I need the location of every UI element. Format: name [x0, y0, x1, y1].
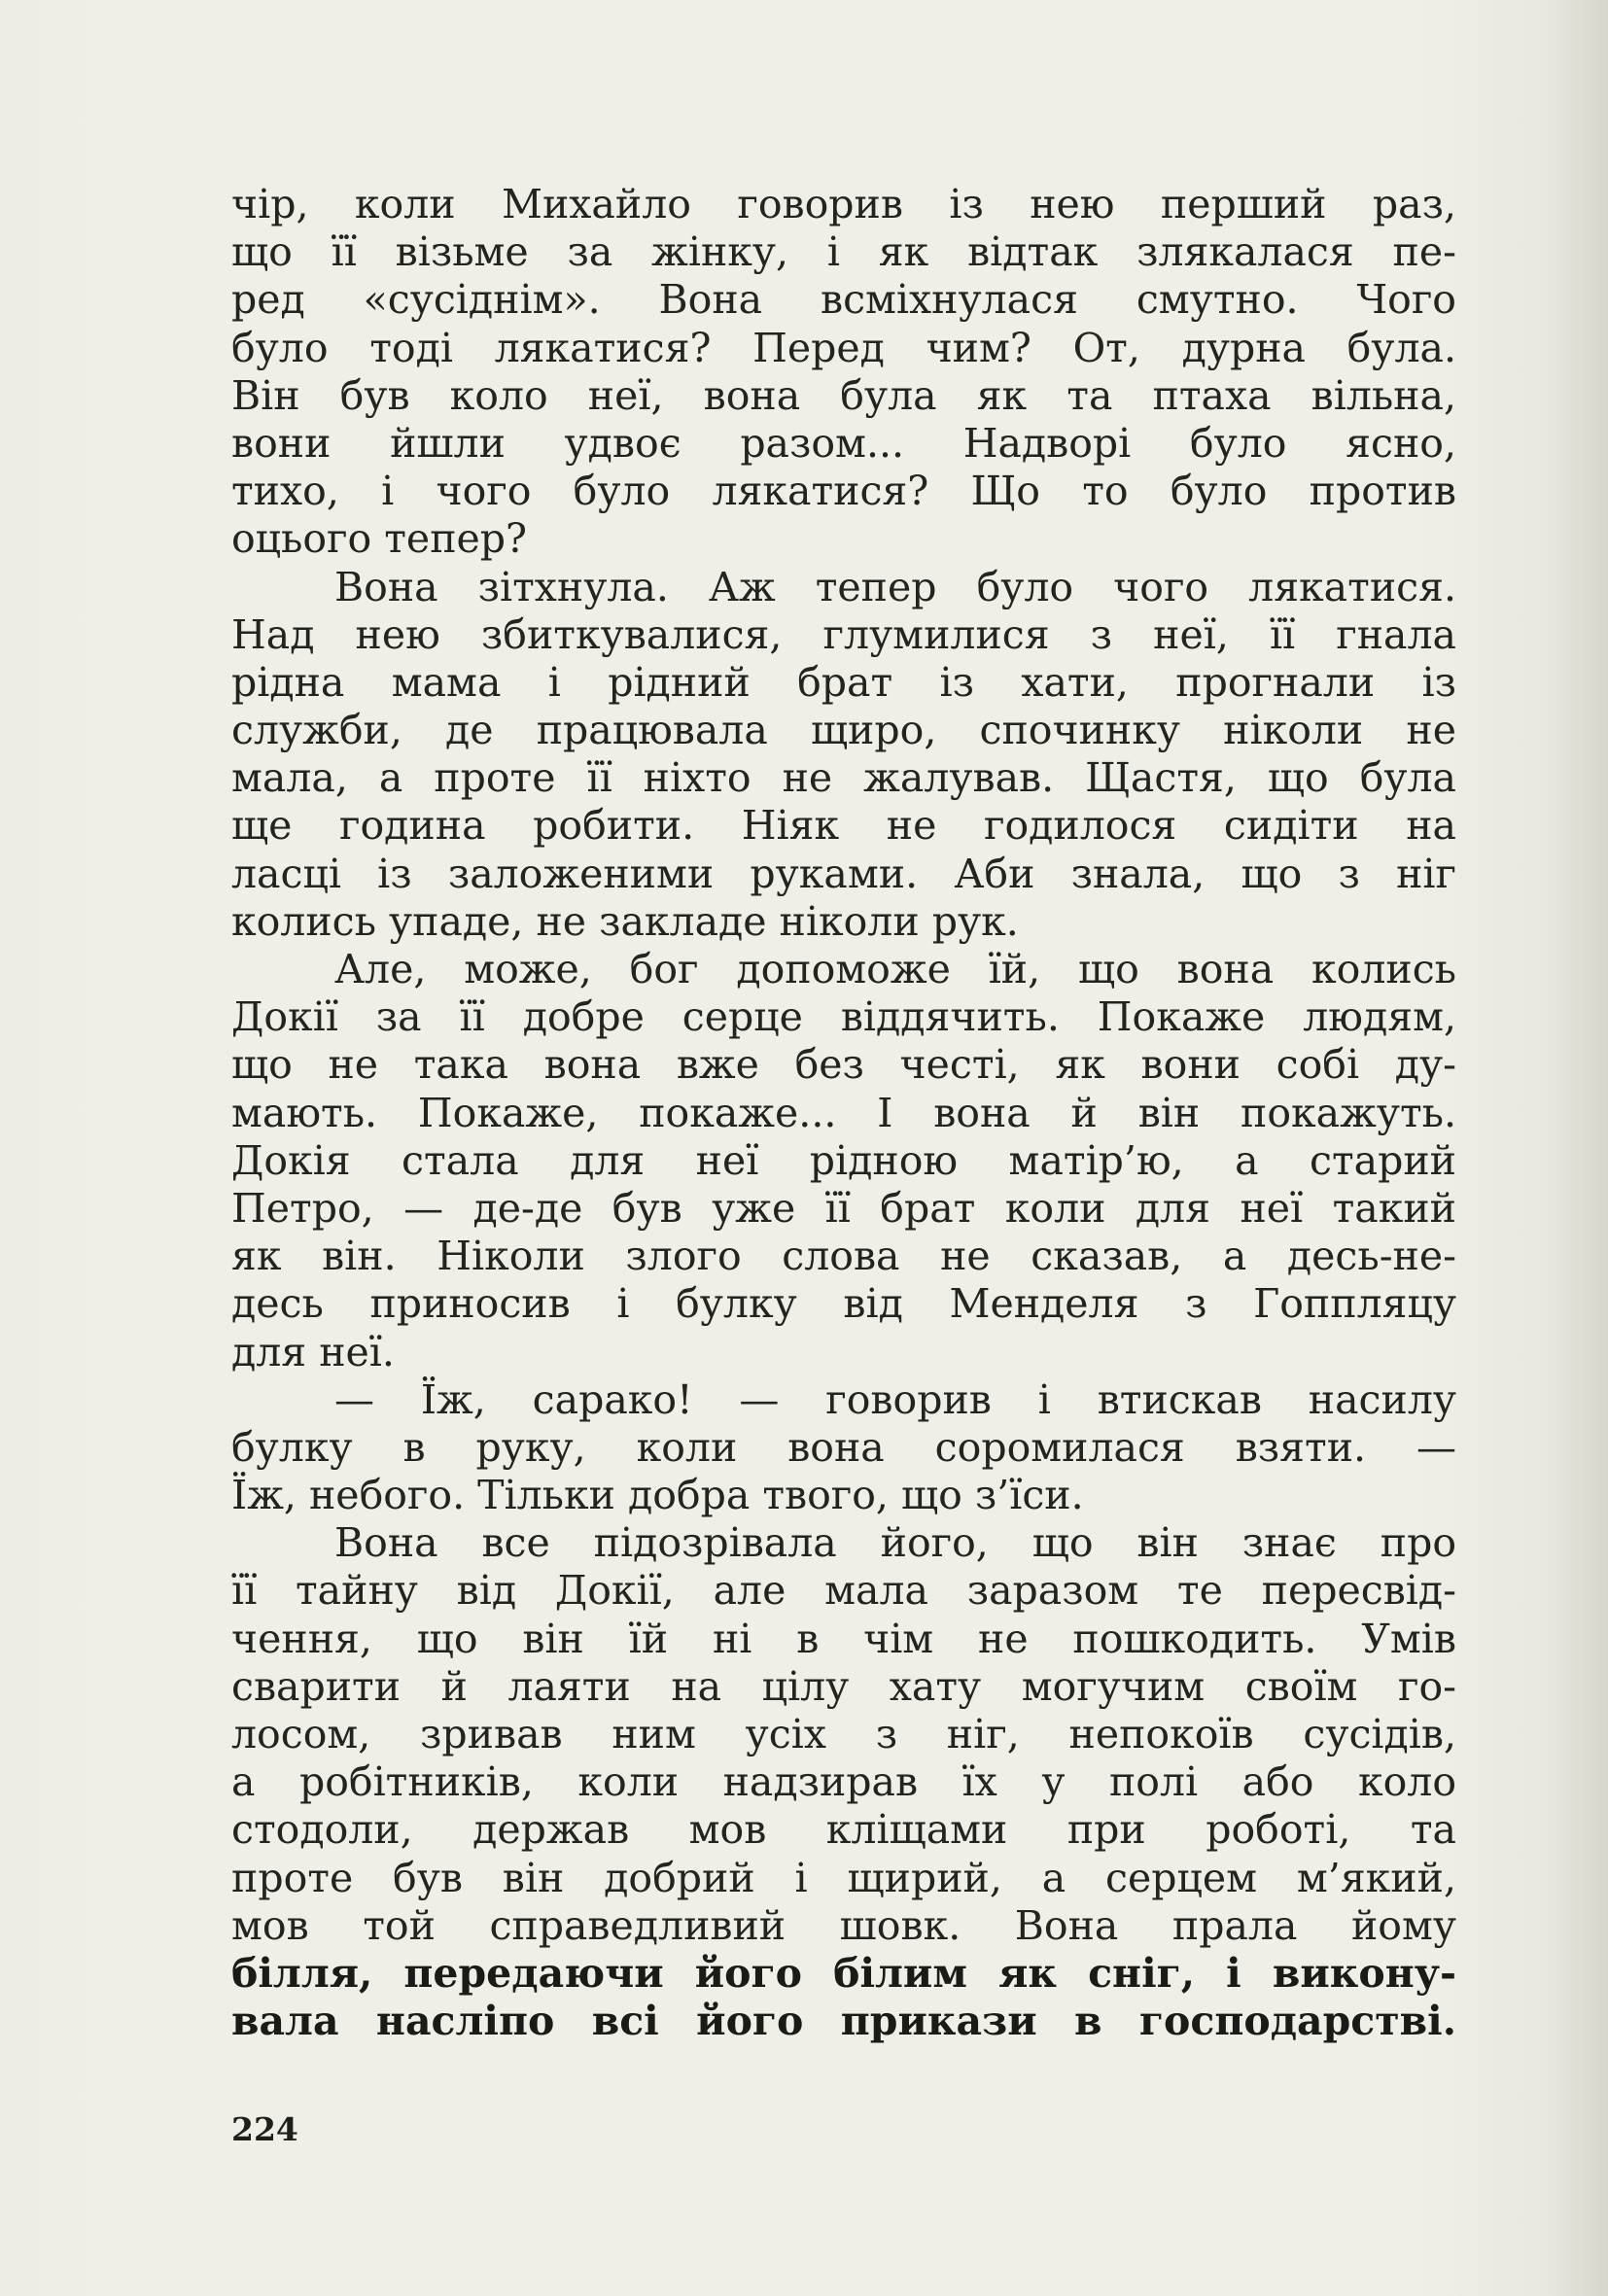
text-line: тихо, і чого було лякатися? Що то було против: [231, 468, 1456, 515]
text-line: як він. Ніколи злого слова не сказав, а десь-не-: [231, 1233, 1456, 1280]
text-line: що її візьме за жінку, і як відтак злякалася пе-: [231, 228, 1456, 276]
text-line: служби, де працювала щиро, спочинку ніколи не: [231, 707, 1456, 754]
text-line: а робітників, коли надзирав їх у полі або коло: [231, 1758, 1456, 1806]
text-line: оцього тепер?: [231, 515, 528, 563]
text-line: чір, коли Михайло говорив із нею перший раз,: [231, 181, 1456, 227]
text-line: мають. Покаже, покаже... І вона й він покажуть.: [231, 1089, 1456, 1136]
text-line: Над нею збиткувалися, глумилися з неї, її гнала: [231, 610, 1456, 658]
text-line: чення, що він їй ні в чім не пошкодить. Умів: [231, 1615, 1456, 1662]
text-line: для неї.: [231, 1328, 395, 1375]
text-line: Вона зітхнула. Аж тепер було чого лякатися.: [334, 563, 1456, 610]
text-line: Петро, — де-де був уже її брат коли для неї такий: [231, 1184, 1456, 1232]
text-line: лосом, зривав ним усіх з ніг, непокоїв сусідів,: [231, 1711, 1456, 1757]
text-line: мала, а проте її ніхто не жалував. Щастя, що була: [231, 754, 1456, 802]
text-line: стодоли, держав мов кліщами при роботі, та: [231, 1806, 1456, 1854]
text-line: сварити й лаяти на цілу хату могучим своїм го-: [231, 1662, 1456, 1710]
text-line: Докії за її добре серце віддячить. Покаже людям,: [231, 993, 1456, 1041]
text-line: мов той справедливий шовк. Вона прала йому: [231, 1901, 1456, 1949]
text-line: Але, може, бог допоможе їй, що вона колись: [334, 946, 1456, 992]
text-line: Докія стала для неї рідною матір’ю, а старий: [231, 1136, 1456, 1184]
text-line: проте був він добрий і щирий, а серцем м’який,: [231, 1854, 1456, 1901]
text-line: що не така вона вже без честі, як вони собі ду-: [231, 1041, 1456, 1089]
text-line: ред «сусіднім». Вона всміхнулася смутно. Чого: [231, 276, 1456, 324]
page-number: 224: [231, 2110, 298, 2148]
text-line: булку в руку, коли вона соромилася взяти. —: [231, 1423, 1456, 1471]
text-line: вала насліпо всі його прикази в господарстві.: [231, 1998, 1456, 2045]
text-line: — Їж, сарако! — говорив і втискав насилу: [334, 1375, 1456, 1423]
text-line: ласці із заложеними руками. Аби знала, що з ніг: [231, 850, 1456, 897]
text-line: Він був коло неї, вона була як та птаха вільна,: [231, 371, 1456, 419]
text-line: рідна мама і рідний брат із хати, прогнали із: [231, 658, 1456, 706]
text-line: було тоді лякатися? Перед чим? От, дурна була.: [231, 324, 1456, 371]
text-line: колись упаде, не закладе ніколи рук.: [231, 897, 1019, 945]
text-line: її тайну від Докії, але мала заразом те пересвід-: [231, 1567, 1456, 1615]
text-line: десь приносив і булку від Менделя з Гоппляцу: [231, 1280, 1456, 1328]
body-text: [231, 181, 1456, 2045]
text-line: Їж, небого. Тільки добра твого, що з’їси.: [231, 1472, 1084, 1519]
text-line: білля, передаючи його білим як сніг, і викону-: [231, 1949, 1456, 1997]
text-line: ще година робити. Ніяк не годилося сидіти на: [231, 802, 1456, 850]
text-line: Вона все підозрівала його, що він знає про: [334, 1519, 1456, 1567]
text-line: вони йшли удвоє разом... Надворі було ясно,: [231, 419, 1456, 467]
